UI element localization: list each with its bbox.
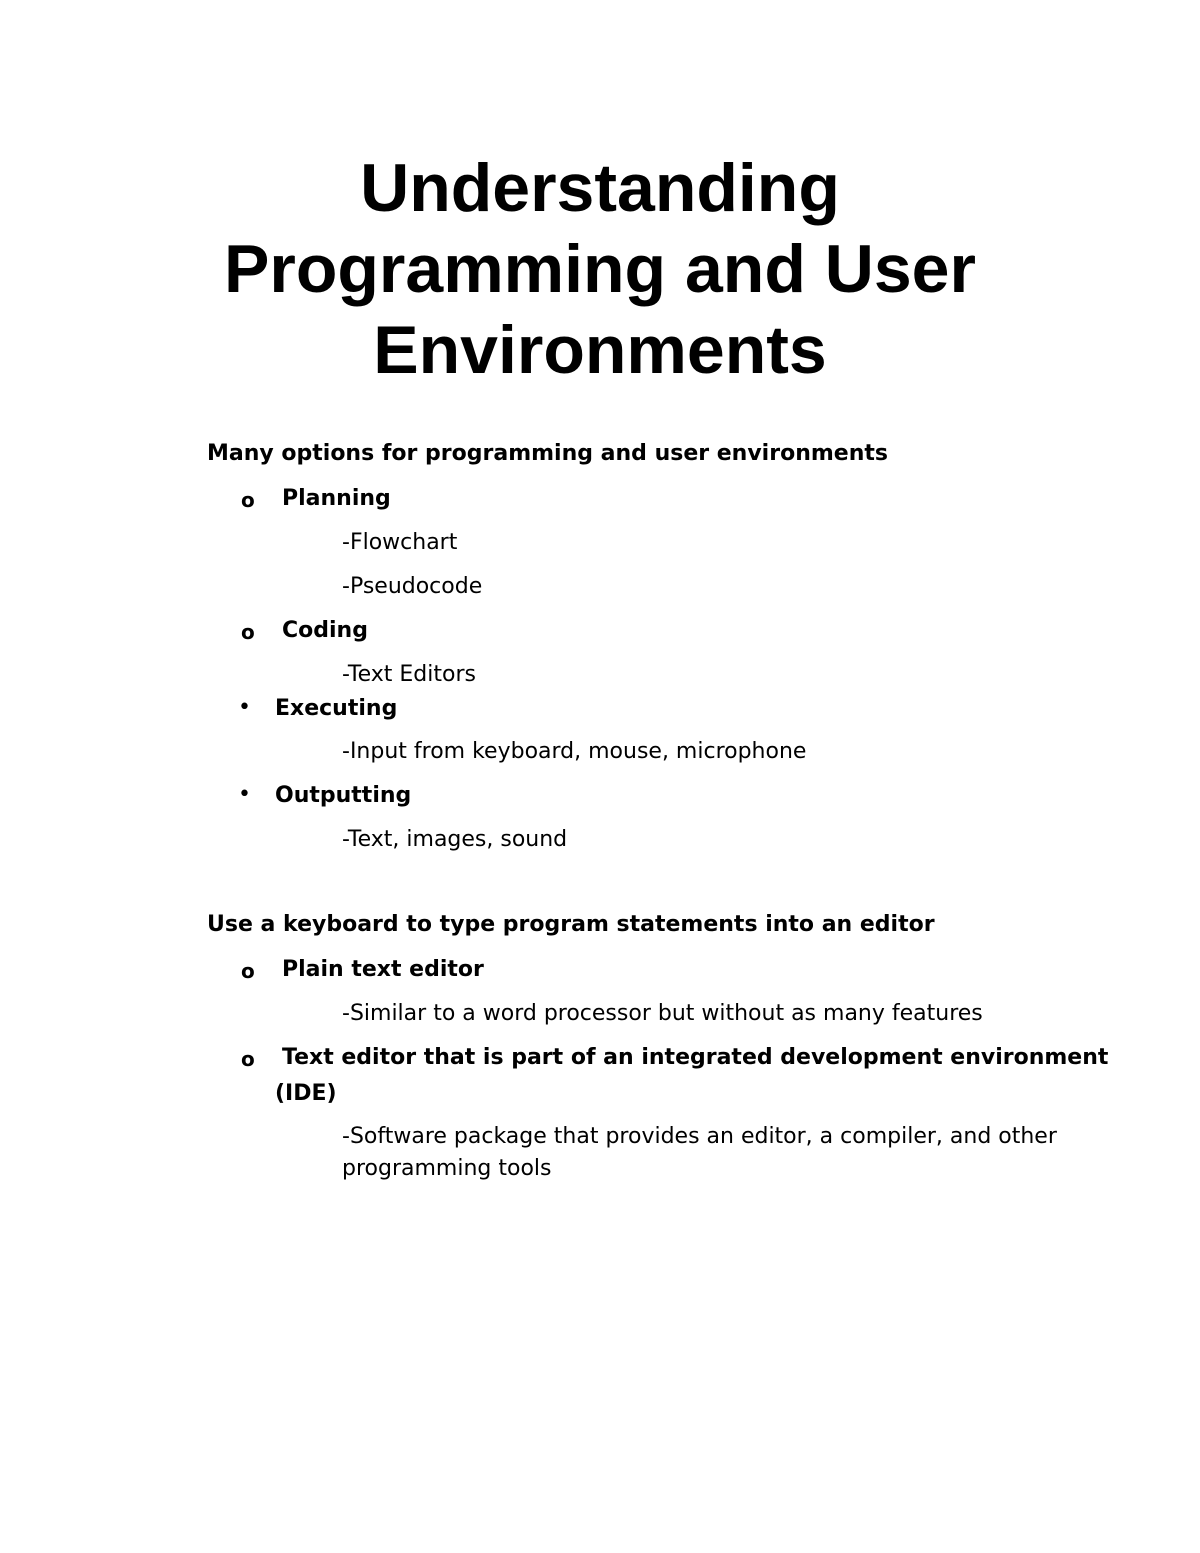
sub-item-text-editors: -Text Editors: [342, 662, 476, 687]
title-line-2: Programming and User: [224, 231, 976, 307]
sub-item-input: -Input from keyboard, mouse, microphone: [342, 739, 807, 764]
section-2-heading: Use a keyboard to type program statements into an editor: [207, 912, 935, 937]
sub-item-flowchart: -Flowchart: [342, 530, 458, 555]
list-item-ide-editor: Text editor that is part of an integrated development environment: [282, 1045, 1109, 1070]
list-item-ide-editor-cont: (IDE): [275, 1081, 337, 1106]
list-item-outputting: Outputting: [275, 783, 412, 808]
bullet-circle: o: [241, 1047, 255, 1071]
bullet-circle: o: [241, 620, 255, 644]
page-title: [150, 148, 1050, 391]
sub-item-output-types: -Text, images, sound: [342, 827, 568, 852]
title-line-1: Understanding: [360, 150, 840, 226]
sub-item-word-processor: -Similar to a word processor but without as many features: [342, 1001, 983, 1026]
bullet-disc: •: [238, 695, 251, 720]
sub-item-pseudocode: -Pseudocode: [342, 574, 483, 599]
sub-item-software-package-cont: programming tools: [342, 1156, 552, 1181]
bullet-disc: •: [238, 782, 251, 807]
bullet-circle: o: [241, 488, 255, 512]
bullet-circle: o: [241, 959, 255, 983]
sub-item-software-package: -Software package that provides an editor, a compiler, and other: [342, 1124, 1057, 1149]
section-1-heading: Many options for programming and user environments: [207, 441, 888, 466]
list-item-executing: Executing: [275, 696, 398, 721]
list-item-coding: Coding: [282, 618, 368, 643]
list-item-plain-text-editor: Plain text editor: [282, 957, 484, 982]
title-line-3: Environments: [373, 312, 827, 388]
list-item-planning: Planning: [282, 486, 391, 511]
